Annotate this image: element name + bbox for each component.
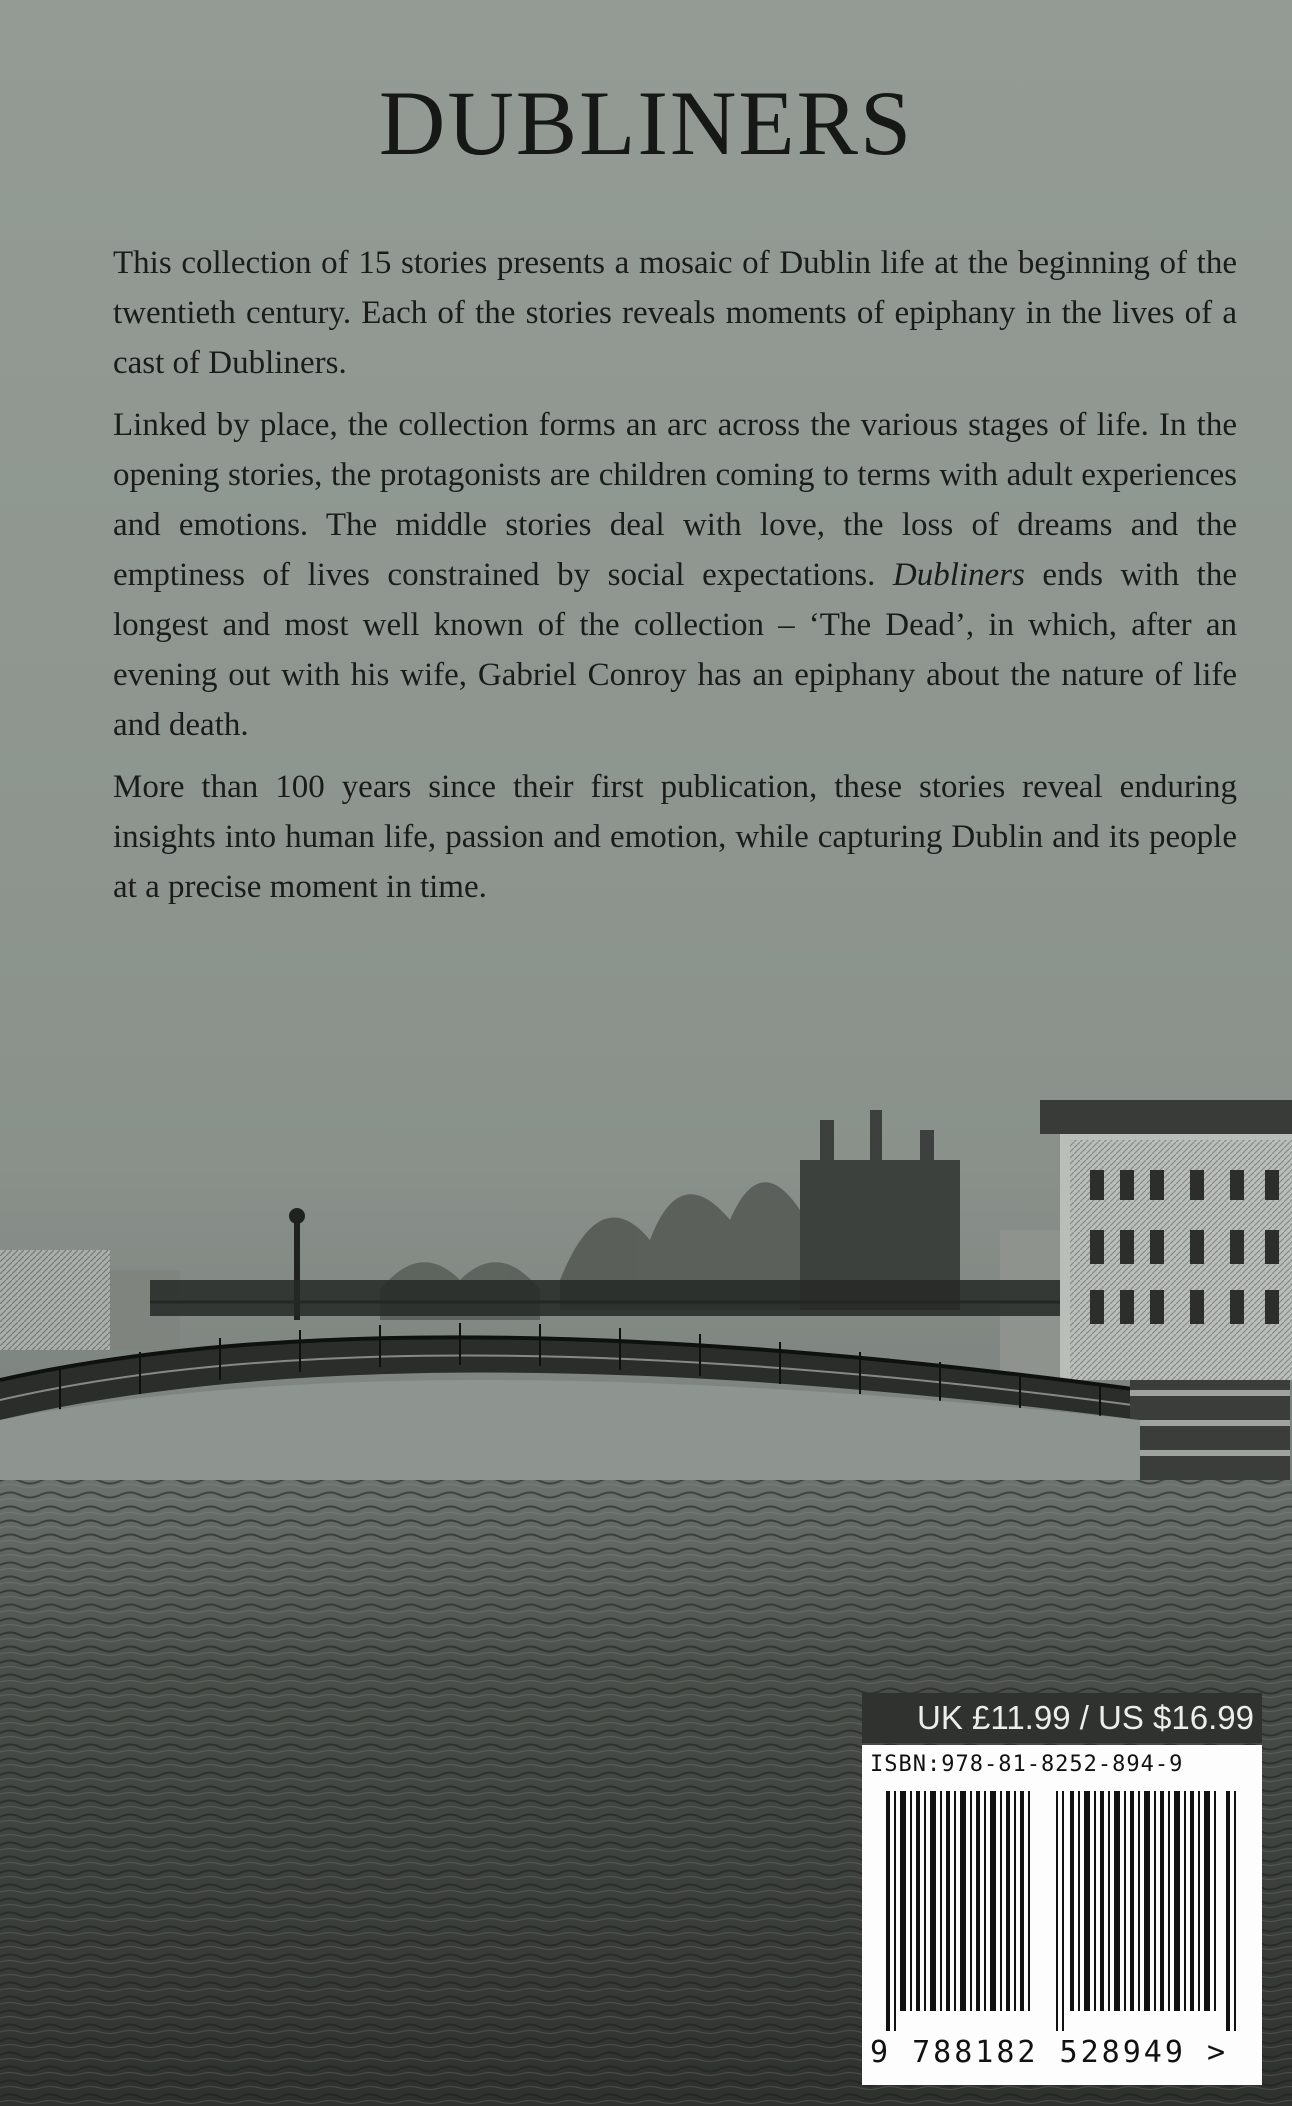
blurb-paragraph-3: More than 100 years since their first publication, these stories reveal enduring insights into human life, passion and emotion, while capturing Dublin and its people at a precise moment in time. (113, 769, 1237, 905)
barcode-bars (886, 1791, 1242, 2031)
book-title-italic: Dubliners (892, 557, 1025, 593)
book-title: DUBLINERS (378, 72, 914, 174)
isbn-number: ISBN:978-81-8252-894-9 (870, 1752, 1184, 1777)
blurb-paragraph-2-intro: Linked by place, the collection forms an arc across the various stages of life. In the opening stories, the protagonists are children coming to terms with adult experiences and emotions. The middle stories deal with love, the loss of dreams and the emptiness of lives constrained by social expectations. (113, 407, 1237, 593)
blurb (113, 238, 1237, 924)
blurb-paragraph-2 (113, 400, 1237, 750)
price-label: UK £11.99 / US $16.99 (862, 1693, 1262, 1743)
crowd (150, 1280, 1060, 1316)
blurb-paragraph-2-rest: ends with the longest and most well known of the collection – ‘The Dead’, in which, after an evening out with his wife, Gabriel Conroy has an epiphany about the nature of life and death. (113, 557, 1237, 743)
barcode (862, 1745, 1262, 2085)
barcode-digits: 9 788182 528949 > (870, 2035, 1229, 2070)
quay-buildings (1000, 1100, 1292, 1380)
blurb-paragraph-1: This collection of 15 stories presents a mosaic of Dublin life at the beginning of the twentieth century. Each of the stories reveals moments of epiphany in the lives of a cast of Dubliners. (113, 245, 1237, 381)
